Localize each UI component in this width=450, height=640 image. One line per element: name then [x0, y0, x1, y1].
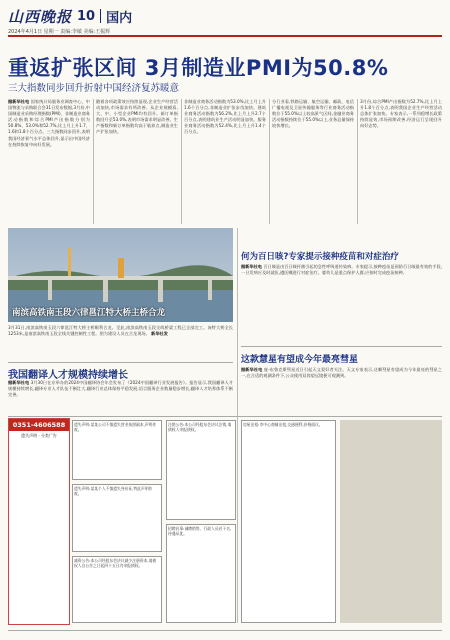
photo-caption: 南滨高铁南玉段六律邕江特大桥主桥合龙: [12, 308, 166, 318]
photo-text: 3月31日,南滨高铁南玉段六律邕江特大桥主桥顺利合龙。至此,南滨高铁南玉段全线桥梁工程已全部完工。该特大桥全长1253米,是南滨高铁南玉段全线关键控制性工程。图为建设人员在合龙现场。: [8, 325, 233, 337]
lead-text-1: 国家统计局服务业调查中心、中国物流与采购联合会31日发布数据,3月份,中国制造业采购经理指数(PMI)、非制造业商务活动指数和综合PMI产出指数分别为50.8%、53.0%和52.7%,比上月上升1.7、1.6和1.8个百分点。三大指数同步回升,表明我国经济景气水平总体回升,显示出中国经济在持续恢复中向好发展。: [8, 99, 90, 147]
column-divider: [181, 99, 182, 224]
classified-phone: 0351-4606588: [9, 419, 69, 431]
ad-image: [340, 420, 442, 623]
section-rule: [241, 346, 442, 347]
lead-column-3: 非制造业商务活动指数为53.0%,比上月上升1.6个百分点,非制造业扩张步伐加快。建筑业商务活动指数为56.2%,比上月上升2.7个百分点,表明建筑业生产活动明显加快。服务业商务活动指数为52.4%,比上月上升1.4个百分点。: [184, 99, 266, 135]
translation-byline: 据新华社电: [8, 380, 30, 385]
lead-column-5: 3月份,综合PMI产出指数为52.7%,比上月上升1.8个百分点,表明我国企业生产经营活动总体扩张加快。专家表示,一系列稳增长政策持续显效,市场预期改善,经济运行呈现回升向好态势。: [360, 99, 442, 129]
lead-subheadline: 三大指数同步回升折射中国经济复苏暖意: [8, 83, 180, 94]
ad-block: 房屋出租:市中心商铺出租,交通便利,价格面议。: [241, 420, 336, 623]
newspaper-logo: 山西晚报: [8, 7, 73, 26]
photo-description: [8, 325, 233, 361]
lead-column-2: 随着各项政策效应持续显现,企业生产经营活动加快,市场需求有所改善。从企业规模看,大、中、小型企业PMI均有回升。新订单指数回升至53.0%,表明市场需求明显改善。生产指数和新订单指数均高于临界点,制造业生产扩张加快。: [96, 99, 178, 135]
classified-subtitle: 遗失声明 · 分类广告: [21, 433, 57, 438]
pertussis-headline: 何为百日咳?专家提示接种疫苗和对症治疗: [241, 252, 399, 262]
comet-headline: 这款慧星有望成今年最亮彗星: [241, 355, 359, 365]
lead-headline: 重返扩张区间 3月制造业PMI为50.8%: [8, 56, 389, 80]
column-divider: [269, 99, 270, 224]
ad-block: 遗失声明:某某公司不慎遗失营业执照副本,声明作废。: [72, 420, 162, 480]
translation-body: [8, 380, 233, 416]
section-rule: [8, 362, 233, 363]
ad-block: 招聘启事:诚聘销售、行政人员若干名,待遇从优。: [166, 524, 236, 623]
page-footer-rule: [8, 630, 442, 631]
pertussis-text: 百日咳是由百日咳杆菌引起的急性呼吸道传染病。专家提示,接种疫苗是预防百日咳最有效的手段,一旦发病应及时就医,遵医嘱进行对症治疗。婴幼儿是重点保护人群,应按时完成疫苗接种。: [241, 264, 442, 276]
ad-block: 遗失声明:某某个人不慎遗失身份证,特此声明作废。: [72, 484, 162, 552]
column-divider: [237, 228, 238, 623]
issue-meta: 2024年4月1日 星期一 责编:李敏 美编:王振辉: [8, 29, 111, 35]
comet-text: 庞-布鲁克斯彗星近日引起天文爱好者关注。天文专家表示,这颗彗星有望成为今年最亮的彗星之一,在合适的观测条件下,公众使用双筒望远镜便可观测到。: [241, 367, 442, 379]
masthead-divider: [100, 9, 101, 23]
ads-rule: [8, 416, 442, 417]
page-number: 10: [77, 8, 96, 24]
lead-column-1: [8, 99, 90, 224]
ad-block: 减资公告:本公司经股东会决议减少注册资本,请债权人自公告之日起四十五日内申报债权。: [72, 556, 162, 623]
comet-body: [241, 367, 442, 417]
comet-byline: 据新华社电: [241, 367, 263, 372]
pertussis-byline: 据新华社电: [241, 264, 262, 269]
translation-text: 3月30日在京举办的2024中国翻译协会年会发布了《2024中国翻译行业发展报告》。报告显示,我国翻译人才规模持续增长,翻译专业人才队伍不断壮大,翻译行业总体保持平稳发展,语言服务企业数量稳步增长,翻译人才培养体系不断完善。: [8, 380, 233, 398]
masthead: [8, 4, 132, 28]
ad-block: 注销公告:本公司经股东会决议注销,请债权人申报债权。: [166, 420, 236, 520]
lead-column-4: 分行业看,铁路运输、航空运输、邮政、电信广播电视及卫星传输服务等行业商务活动指数位于55.0%以上较高景气区间,金融业商务活动指数持续位于55.0%以上,业务总量保持较快增长。: [272, 99, 354, 129]
translation-headline: 我国翻译人才规模持续增长: [8, 370, 128, 381]
pertussis-body: [241, 264, 442, 342]
classified-phone-box: [8, 418, 70, 625]
section-title: 国内: [106, 10, 133, 26]
photo-byline: 新华社发: [151, 331, 168, 337]
header-rule: [8, 35, 442, 37]
lead-byline: 据新华社电: [8, 99, 30, 104]
column-divider: [93, 99, 94, 224]
column-divider: [357, 99, 358, 224]
